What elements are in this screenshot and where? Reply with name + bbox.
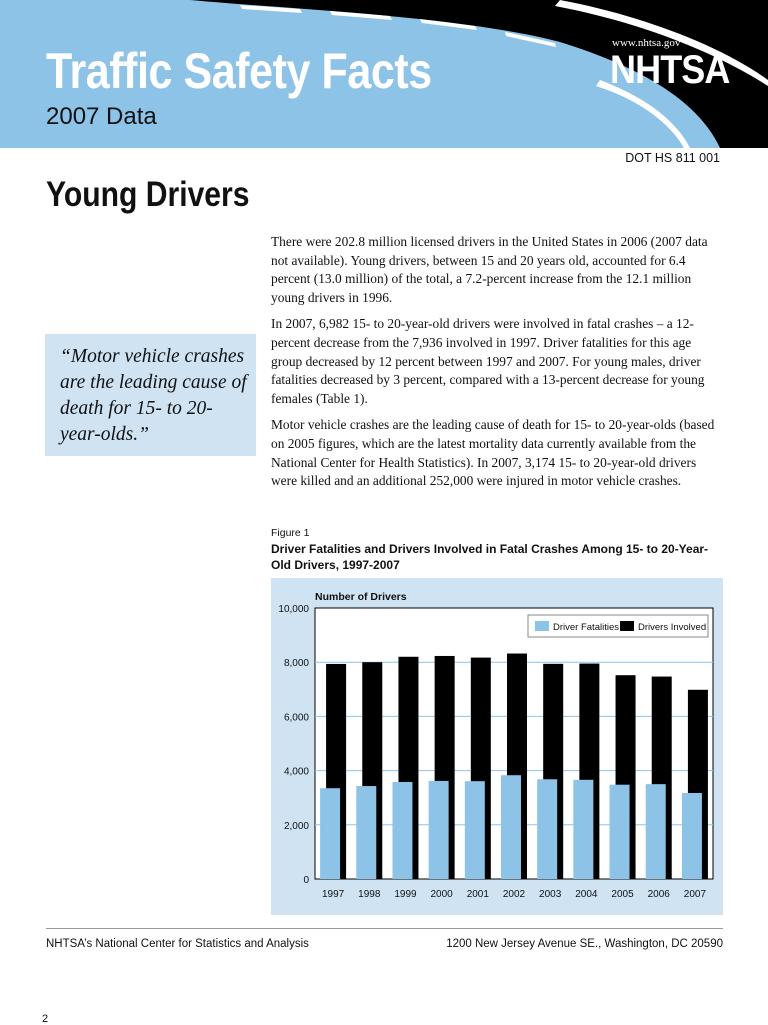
paragraph: In 2007, 6,982 15- to 20-year-old drivers were involved in fatal crashes – a 12-percent decrease from the 7,936 involved in 1997. Driver fatalities for this age group decreased by 12 percent between 1997 and 2007. For young males, driver fatalities decreased by 3 percent, compared with a 13-percent decrease for young females (Table 1). bbox=[271, 316, 705, 406]
bar-chart bbox=[271, 578, 723, 915]
x-tick-label: 2006 bbox=[647, 889, 670, 900]
bar-driver-fatalities bbox=[320, 788, 340, 879]
legend-label: Driver Fatalities bbox=[553, 622, 619, 633]
paragraph: There were 202.8 million licensed drivers in the United States in 2006 (2007 data not available). Young drivers, between 15 and 20 years old, accounted for 6.4 percent (13.0 million) of the total, a 7.2-percent increase from the 12.1 million young drivers in 1996. bbox=[271, 234, 708, 305]
x-tick-label: 2005 bbox=[611, 889, 634, 900]
y-tick-label: 4,000 bbox=[283, 766, 309, 778]
x-tick-label: 2002 bbox=[502, 889, 526, 900]
x-tick-label: 2000 bbox=[430, 889, 453, 900]
header-url[interactable]: www.nhtsa.gov bbox=[612, 37, 681, 49]
x-tick-label: 2007 bbox=[683, 889, 707, 900]
legend-label: Drivers Involved bbox=[638, 622, 707, 633]
figure-title: Driver Fatalities and Drivers Involved in Fatal Crashes Among 15- to 20-Year-Old Drivers, 1997-2007 bbox=[271, 542, 709, 572]
y-tick-label: 0 bbox=[303, 875, 309, 886]
page-title: Young Drivers bbox=[46, 175, 250, 214]
bar-driver-fatalities bbox=[610, 785, 630, 879]
y-tick-label: 6,000 bbox=[283, 712, 309, 724]
bar-driver-fatalities bbox=[573, 780, 593, 879]
y-tick-label: 2,000 bbox=[283, 820, 309, 832]
x-tick-label: 1997 bbox=[321, 889, 345, 900]
pull-quote-box bbox=[45, 334, 256, 456]
footer-address: 1200 New Jersey Avenue SE., Washington, DC 20590 bbox=[446, 938, 723, 950]
bar-driver-fatalities bbox=[429, 781, 449, 879]
header-title: Traffic Safety Facts bbox=[46, 43, 432, 99]
y-tick-label: 8,000 bbox=[283, 658, 309, 670]
body-text bbox=[271, 233, 723, 499]
nhtsa-logo: NHTSA bbox=[610, 48, 730, 92]
x-tick-label: 2003 bbox=[539, 889, 562, 900]
pull-quote-text: “Motor vehicle crashes are the leading cause of death for 15- to 20-year-olds.” bbox=[60, 346, 247, 445]
x-tick-label: 1999 bbox=[394, 889, 417, 900]
y-axis-title: Number of Drivers bbox=[315, 591, 407, 603]
header-subtitle: 2007 Data bbox=[46, 103, 157, 130]
y-tick-label: 10,000 bbox=[278, 604, 309, 615]
x-tick-label: 1998 bbox=[358, 889, 381, 900]
footer-divider bbox=[46, 928, 723, 929]
page-number: 2 bbox=[42, 1013, 49, 1025]
bar-driver-fatalities bbox=[537, 779, 557, 879]
legend-swatch-fatalities bbox=[535, 621, 549, 631]
bar-driver-fatalities bbox=[682, 793, 702, 879]
doc-number: DOT HS 811 001 bbox=[625, 151, 720, 165]
figure-label: Figure 1 bbox=[271, 527, 310, 539]
x-tick-label: 2001 bbox=[466, 889, 489, 900]
chart-panel bbox=[271, 578, 723, 915]
paragraph: Motor vehicle crashes are the leading cause of death for 15- to 20-year-olds (based on 2005 figures, which are the latest mortality data currently available from the National Center for Health Statistics). In 2007, 3,174 15- to 20-year-old drivers were killed and an additional 252,000 were injured in motor vehicle crashes. bbox=[271, 417, 715, 489]
bar-driver-fatalities bbox=[501, 775, 521, 879]
legend-swatch-involved bbox=[620, 621, 634, 631]
header-banner bbox=[0, 0, 768, 148]
bar-driver-fatalities bbox=[465, 781, 485, 879]
bar-driver-fatalities bbox=[356, 786, 376, 879]
bar-driver-fatalities bbox=[392, 782, 412, 879]
footer-org: NHTSA’s National Center for Statistics and Analysis bbox=[46, 938, 309, 950]
x-tick-label: 2004 bbox=[575, 889, 598, 900]
bar-driver-fatalities bbox=[646, 784, 666, 879]
